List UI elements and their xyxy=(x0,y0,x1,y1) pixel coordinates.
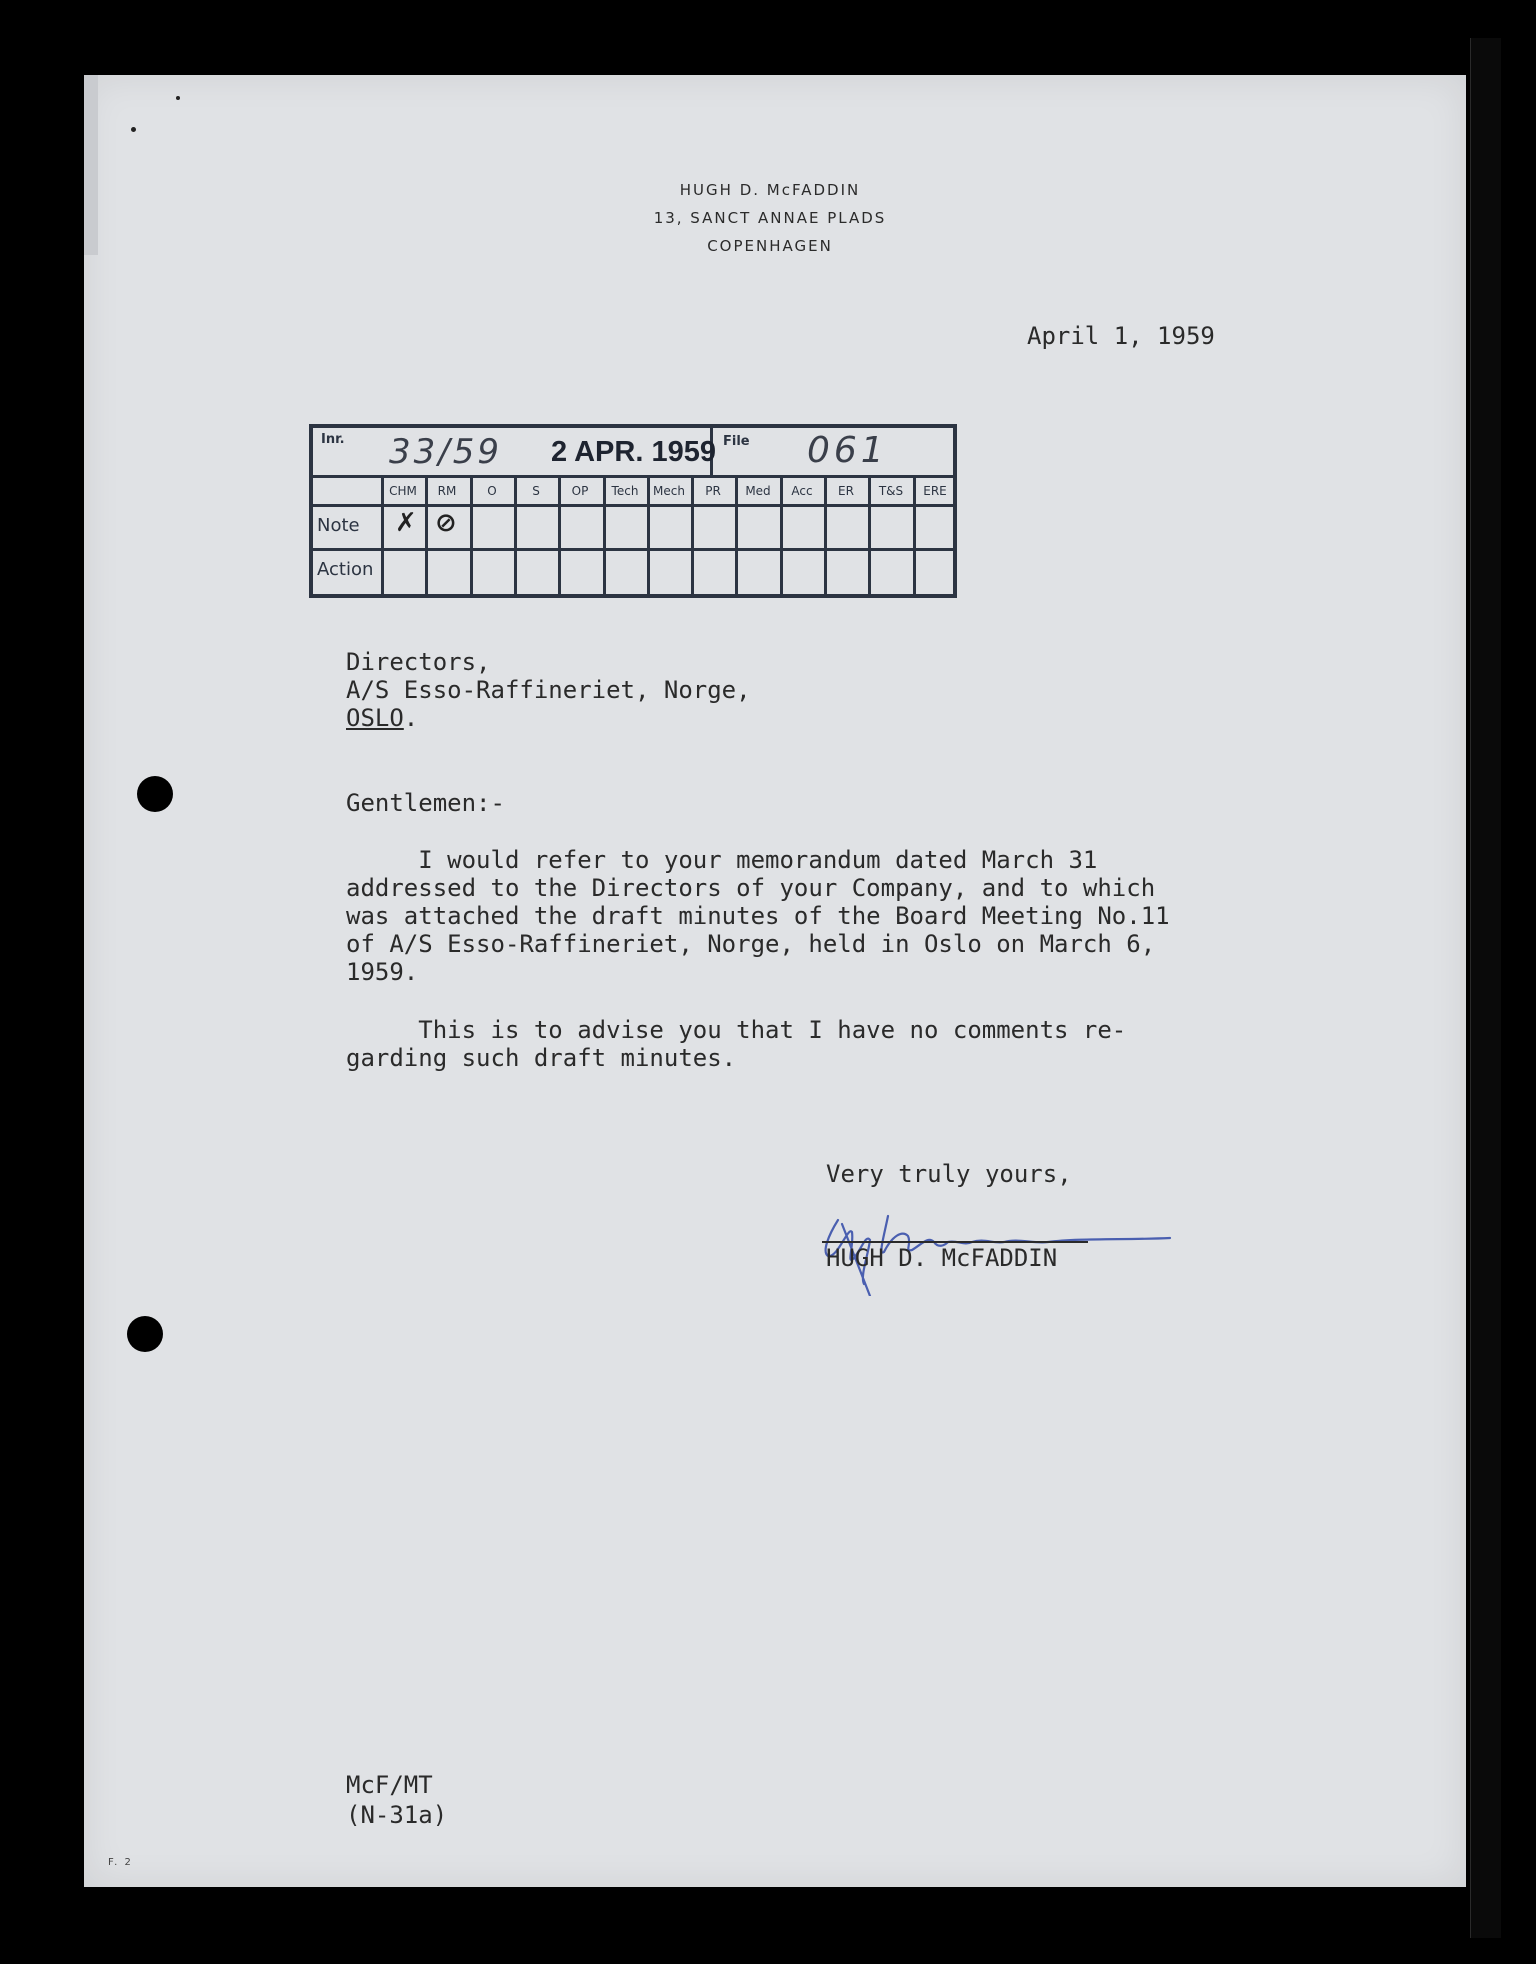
stamp-column-label: T&S xyxy=(878,484,904,498)
stamp-row-action: Action xyxy=(317,559,374,580)
stamp-column-label: Acc xyxy=(791,484,813,498)
stamp-divider xyxy=(780,475,783,598)
stamp-divider xyxy=(603,475,606,598)
reference-file: (N-31a) xyxy=(346,1801,448,1829)
stamp-initials-rm: ⊘ xyxy=(435,508,457,538)
paper-fold xyxy=(84,75,98,255)
stamp-divider xyxy=(735,475,738,598)
stamp-column-label: PR xyxy=(705,484,721,498)
stamp-column-label: Mech xyxy=(653,484,685,498)
stamp-column-label: Med xyxy=(745,484,771,498)
form-number: F. 2 xyxy=(108,1857,133,1868)
recipient-line-3 xyxy=(346,704,751,732)
stamp-file-value: 061 xyxy=(807,430,888,471)
stamp-column-label: O xyxy=(487,484,497,498)
letterhead xyxy=(600,176,940,260)
recipient-block xyxy=(346,648,751,732)
closing: Very truly yours, xyxy=(826,1160,1072,1188)
stamp-inr-value: 33/59 xyxy=(389,432,502,472)
recipient-city: OSLO xyxy=(346,704,404,732)
recipient-line-1: Directors, xyxy=(346,648,491,676)
stamp-file-label: File xyxy=(723,434,750,449)
stamp-column-label: Tech xyxy=(611,484,639,498)
stamp-divider xyxy=(868,475,871,598)
stamp-initials-chm: ✗ xyxy=(395,508,417,538)
stamp-divider xyxy=(470,475,473,598)
scan-edge xyxy=(1470,38,1501,1938)
stamp-inr-label: Inr. xyxy=(321,432,345,447)
stamp-divider xyxy=(514,475,517,598)
stamp-divider xyxy=(558,475,561,598)
signer-name: HUGH D. McFADDIN xyxy=(826,1244,1058,1272)
stamp-divider xyxy=(913,475,916,598)
stamp-rule xyxy=(313,548,953,551)
letterhead-city: COPENHAGEN xyxy=(707,237,833,255)
salutation: Gentlemen:- xyxy=(346,789,505,817)
signature-line xyxy=(822,1241,1088,1243)
stamp-column-label: RM xyxy=(437,484,457,498)
punch-hole-top xyxy=(137,776,173,812)
stamp-divider xyxy=(425,475,428,598)
reference-initials: McF/MT xyxy=(346,1771,433,1799)
recipient-city-period: . xyxy=(403,704,419,732)
stamp-column-label: S xyxy=(532,484,540,498)
speck xyxy=(131,127,136,132)
received-stamp xyxy=(309,424,957,598)
punch-hole-bottom xyxy=(127,1316,163,1352)
stamp-column-label: ERE xyxy=(923,484,947,498)
letterhead-address: 13, SANCT ANNAE PLADS xyxy=(653,209,887,227)
stamp-divider xyxy=(381,475,384,598)
letterhead-name: HUGH D. McFADDIN xyxy=(679,181,861,199)
reference-block xyxy=(346,1770,447,1830)
speck xyxy=(176,96,180,100)
stamp-column-label: OP xyxy=(571,484,589,498)
stamp-divider xyxy=(691,475,694,598)
stamp-rule xyxy=(313,504,953,507)
body-paragraph-2: This is to advise you that I have no comments re- garding such draft minutes. xyxy=(346,1016,1127,1072)
letter-date: April 1, 1959 xyxy=(1027,322,1215,350)
stamp-divider xyxy=(824,475,827,598)
stamp-date: 2 APR. 1959 xyxy=(551,436,716,468)
stamp-divider xyxy=(647,475,650,598)
stamp-column-label: CHM xyxy=(389,484,417,498)
stamp-column-label: ER xyxy=(838,484,854,498)
recipient-line-2: A/S Esso-Raffineriet, Norge, xyxy=(346,676,751,704)
stamp-row-note: Note xyxy=(317,515,360,536)
body-paragraph-1: I would refer to your memorandum dated March 31 addressed to the Directors of your Company, and to which was attached the draft minutes of the Board Meeting No.11 of A/S Esso-Raffineriet, Norge, held in Oslo on March 6, 1959. xyxy=(346,846,1170,986)
